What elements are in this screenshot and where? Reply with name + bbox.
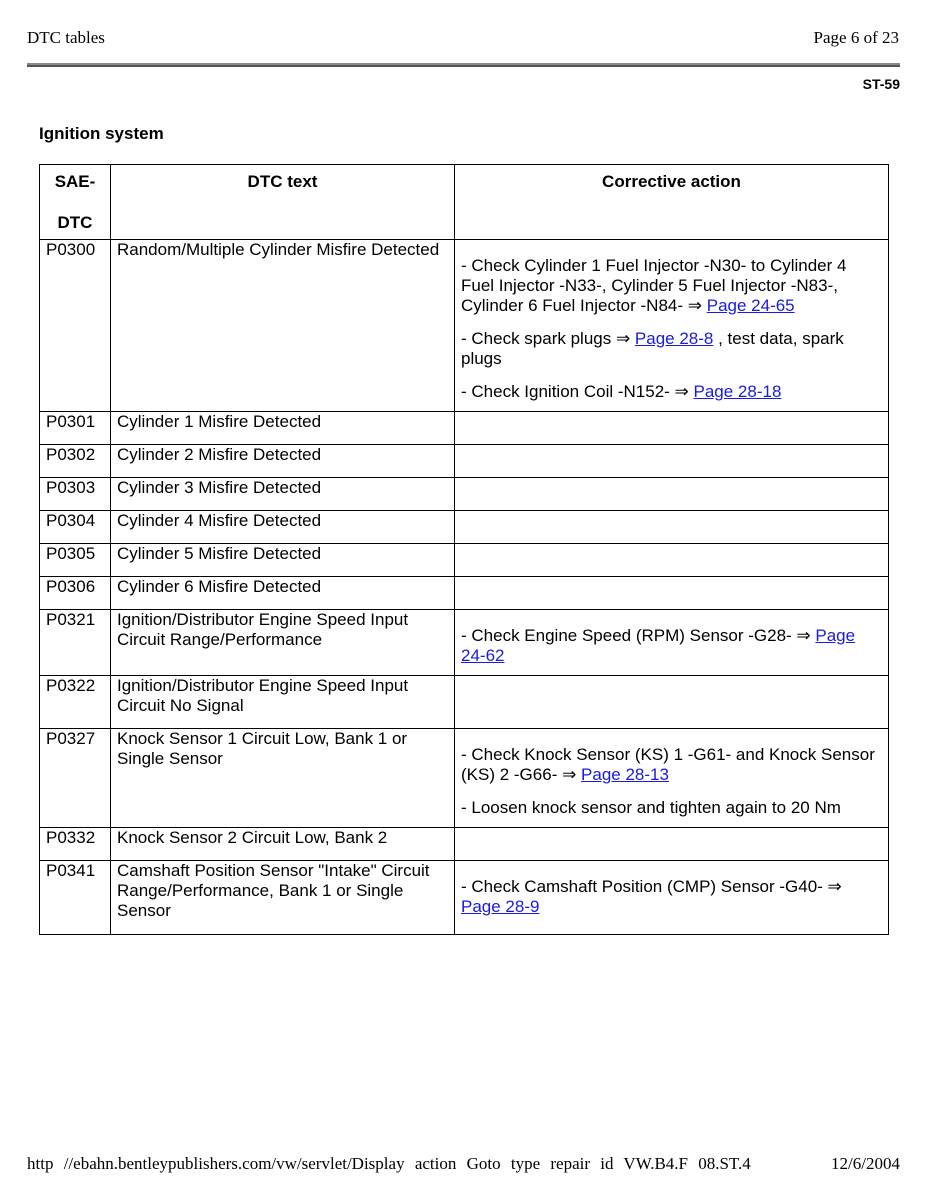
dtc-code: P0332 <box>40 828 111 861</box>
page-reference-link[interactable]: Page 28-18 <box>693 382 782 401</box>
dtc-text: Cylinder 5 Misfire Detected <box>111 544 455 577</box>
dtc-code: P0304 <box>40 511 111 544</box>
table-header-row <box>40 165 889 240</box>
corrective-action <box>455 445 889 478</box>
table-row <box>40 676 889 729</box>
dtc-code: P0305 <box>40 544 111 577</box>
table-row <box>40 511 889 544</box>
dtc-code: P0300 <box>40 240 111 412</box>
dtc-code: P0327 <box>40 729 111 828</box>
dtc-code: P0341 <box>40 861 111 935</box>
footer-date: 12/6/2004 <box>831 1154 900 1173</box>
table-row <box>40 412 889 445</box>
dtc-text: Cylinder 2 Misfire Detected <box>111 445 455 478</box>
footer-url: http //ebahn.bentleypublishers.com/vw/servlet/Display action Goto type repair id VW.B4.F 08.ST.4 <box>27 1154 751 1173</box>
page-reference-link[interactable]: Page 24-62 <box>461 626 856 665</box>
action-item <box>461 626 882 666</box>
dtc-text: Knock Sensor 1 Circuit Low, Bank 1 or Single Sensor <box>111 729 455 828</box>
table-row <box>40 729 889 828</box>
action-item <box>461 329 882 369</box>
action-item <box>461 256 882 316</box>
column-header-code-line2: DTC <box>57 213 93 232</box>
table-row <box>40 861 889 935</box>
table-row <box>40 610 889 676</box>
action-text: - Check Camshaft Position (CMP) Sensor -G40- ⇒ <box>461 877 842 896</box>
corrective-action <box>455 828 889 861</box>
action-text: - Check Engine Speed (RPM) Sensor -G28- ⇒ <box>461 626 816 645</box>
dtc-text: Knock Sensor 2 Circuit Low, Bank 2 <box>111 828 455 861</box>
dtc-text: Ignition/Distributor Engine Speed Input Circuit No Signal <box>111 676 455 729</box>
dtc-text: Random/Multiple Cylinder Misfire Detected <box>111 240 455 412</box>
document-title: DTC tables <box>27 28 105 47</box>
dtc-code: P0306 <box>40 577 111 610</box>
corrective-action <box>455 511 889 544</box>
dtc-code: P0322 <box>40 676 111 729</box>
action-text: - Check Knock Sensor (KS) 1 -G61- and Knock Sensor (KS) 2 -G66- ⇒ <box>461 745 875 784</box>
corrective-action <box>455 861 889 935</box>
dtc-code: P0301 <box>40 412 111 445</box>
table-row <box>40 544 889 577</box>
action-item <box>461 382 882 402</box>
corrective-action <box>455 544 889 577</box>
dtc-text: Cylinder 3 Misfire Detected <box>111 478 455 511</box>
action-text: - Check Ignition Coil -N152- ⇒ <box>461 382 694 401</box>
corrective-action <box>455 676 889 729</box>
dtc-code: P0302 <box>40 445 111 478</box>
table-row <box>40 478 889 511</box>
column-header-code-line1: SAE- <box>54 172 96 191</box>
column-header-text: DTC text <box>111 165 455 240</box>
dtc-code: P0303 <box>40 478 111 511</box>
column-header-code <box>40 165 111 240</box>
corrective-action <box>455 729 889 828</box>
section-code: ST-59 <box>862 76 900 92</box>
table-row <box>40 445 889 478</box>
header-divider <box>27 63 900 67</box>
corrective-action <box>455 240 889 412</box>
dtc-text: Cylinder 1 Misfire Detected <box>111 412 455 445</box>
action-text: - Check spark plugs ⇒ <box>461 329 635 348</box>
dtc-text: Ignition/Distributor Engine Speed Input Circuit Range/Performance <box>111 610 455 676</box>
table-row <box>40 828 889 861</box>
page-number: Page 6 of 23 <box>813 28 899 47</box>
section-title: Ignition system <box>39 124 164 143</box>
action-item <box>461 745 882 785</box>
dtc-text: Cylinder 6 Misfire Detected <box>111 577 455 610</box>
action-text: - Check Cylinder 1 Fuel Injector -N30- to Cylinder 4 Fuel Injector -N33-, Cylinder 5 Fuel Injector -N83-, Cylinder 6 Fuel Injector -N84- ⇒ <box>461 256 847 315</box>
page-reference-link[interactable]: Page 28-13 <box>581 765 669 784</box>
page-reference-link[interactable]: Page 28-8 <box>634 329 714 348</box>
corrective-action <box>455 478 889 511</box>
column-header-action: Corrective action <box>455 165 889 240</box>
dtc-text: Camshaft Position Sensor "Intake" Circuit Range/Performance, Bank 1 or Single Sensor <box>111 861 455 935</box>
action-text: - Loosen knock sensor and tighten again to 20 Nm <box>461 798 841 817</box>
table-row <box>40 240 889 412</box>
action-item <box>461 877 882 917</box>
corrective-action <box>455 412 889 445</box>
action-item <box>461 798 882 818</box>
dtc-table <box>39 164 889 935</box>
corrective-action <box>455 577 889 610</box>
action-text-suffix: , test data, spark plugs <box>461 329 844 368</box>
corrective-action <box>455 610 889 676</box>
dtc-text: Cylinder 4 Misfire Detected <box>111 511 455 544</box>
page-reference-link[interactable]: Page 28-9 <box>461 897 540 916</box>
page-reference-link[interactable]: Page 24-65 <box>706 296 795 315</box>
dtc-code: P0321 <box>40 610 111 676</box>
table-row <box>40 577 889 610</box>
